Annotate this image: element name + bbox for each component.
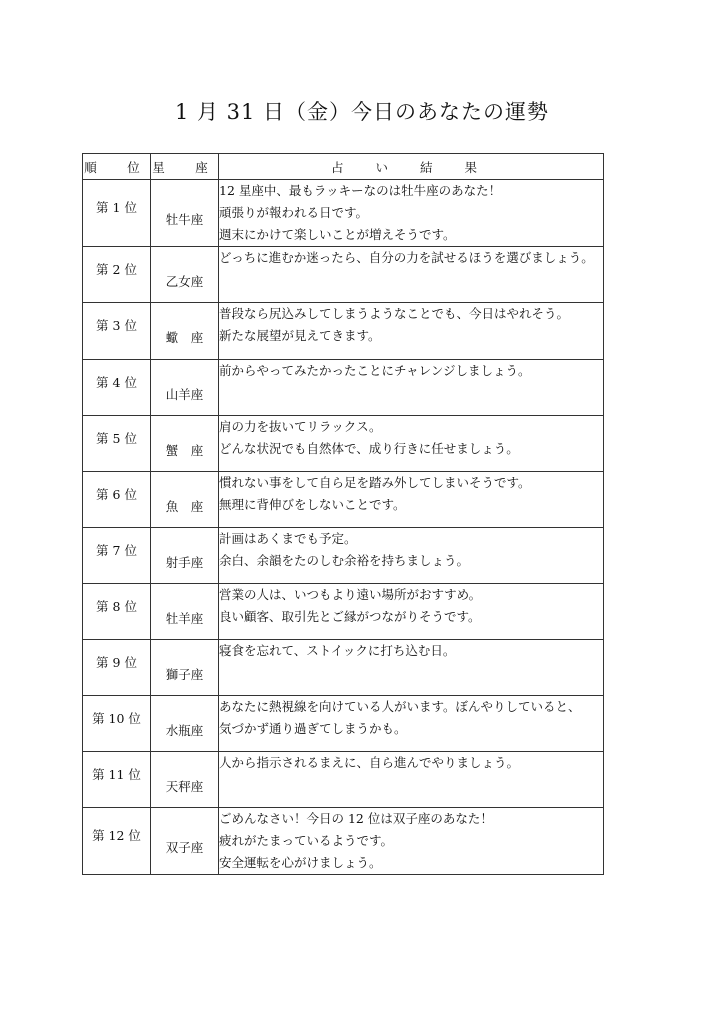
sign-cell xyxy=(151,360,219,416)
rank-cell xyxy=(83,303,151,360)
sign-label: 牡羊座 xyxy=(165,610,204,626)
rank-cell xyxy=(83,752,151,808)
page-title: 1 月 31 日（金）今日のあなたの運勢 xyxy=(174,100,550,124)
result-line: 疲れがたまっているようです。 xyxy=(219,833,394,848)
rank-cell xyxy=(83,247,151,303)
result-line: 無理に背伸びをしないことです。 xyxy=(219,497,406,512)
header-rank: 順 位 xyxy=(83,154,151,180)
table-row xyxy=(83,180,604,247)
result-cell xyxy=(219,472,604,528)
rank-label: 第 9 位 xyxy=(96,654,137,670)
sign-cell xyxy=(151,808,219,875)
rank-cell xyxy=(83,584,151,640)
sign-cell xyxy=(151,640,219,696)
result-line: 営業の人は、いつもより遠い場所がおすすめ。 xyxy=(219,587,482,602)
sign-cell xyxy=(151,528,219,584)
result-cell xyxy=(219,808,604,875)
result-line: 普段なら尻込みしてしまうようなことでも、今日はやれそう。 xyxy=(219,306,570,321)
table-row xyxy=(83,696,604,752)
rank-label: 第 12 位 xyxy=(92,828,141,843)
sign-label: 水瓶座 xyxy=(165,722,204,738)
rank-cell xyxy=(83,180,151,247)
table-row xyxy=(83,808,604,875)
header-result: 占 い 結 果 xyxy=(219,154,604,180)
sign-cell xyxy=(151,247,219,303)
result-line: 安全運転を心がけましょう。 xyxy=(219,855,382,870)
table-row xyxy=(83,752,604,808)
table-row xyxy=(83,416,604,472)
sign-cell xyxy=(151,752,219,808)
sign-label: 射手座 xyxy=(165,554,204,570)
rank-label: 第 3 位 xyxy=(96,318,137,333)
rank-cell xyxy=(83,696,151,752)
result-cell xyxy=(219,528,604,584)
result-line: 週末にかけて楽しいことが増えそうです。 xyxy=(219,227,456,242)
result-line: 気づかず通り過ぎてしまうかも。 xyxy=(219,721,407,736)
sign-label: 山羊座 xyxy=(165,386,204,402)
sign-label: 蟹 座 xyxy=(165,442,204,458)
result-line: 寝食を忘れて、ストイックに打ち込む日。 xyxy=(219,643,456,658)
rank-label: 第 7 位 xyxy=(96,542,137,558)
table-row xyxy=(83,303,604,360)
sign-label: 牡牛座 xyxy=(165,212,204,227)
result-cell xyxy=(219,247,604,303)
table-row xyxy=(83,472,604,528)
fortune-table xyxy=(82,153,604,875)
result-cell xyxy=(219,360,604,416)
rank-cell xyxy=(83,640,151,696)
result-cell xyxy=(219,416,604,472)
rank-cell xyxy=(83,472,151,528)
result-cell xyxy=(219,584,604,640)
table-row xyxy=(83,528,604,584)
result-line: 新たな展望が見えてきます。 xyxy=(219,328,381,343)
sign-cell xyxy=(151,584,219,640)
rank-label: 第 4 位 xyxy=(96,374,137,390)
rank-label: 第 2 位 xyxy=(96,261,137,277)
rank-cell xyxy=(83,808,151,875)
sign-label: 乙女座 xyxy=(165,273,204,289)
rank-label: 第 8 位 xyxy=(96,598,137,614)
result-line: ごめんなさい！今日の 12 位は双子座のあなた！ xyxy=(219,811,493,826)
rank-label: 第 6 位 xyxy=(96,486,137,502)
rank-cell xyxy=(83,360,151,416)
result-line: 前からやってみたかったことにチャレンジしましょう。 xyxy=(219,363,531,378)
rank-label: 第 10 位 xyxy=(92,710,141,726)
result-line: あなたに熱視線を向けている人がいます。ぼんやりしていると、 xyxy=(219,699,581,714)
result-line: 良い顧客、取引先とご縁がつながりそうです。 xyxy=(219,609,481,624)
sign-cell xyxy=(151,303,219,360)
sign-cell xyxy=(151,696,219,752)
table-row xyxy=(83,640,604,696)
table-row xyxy=(83,360,604,416)
result-line: 慣れない事をして自ら足を踏み外してしまいそうです。 xyxy=(219,475,531,490)
result-cell xyxy=(219,696,604,752)
sign-cell xyxy=(151,180,219,247)
result-cell xyxy=(219,752,604,808)
result-line: 余白、余韻をたのしむ余裕を持ちましょう。 xyxy=(219,553,470,568)
result-line: どっちに進むか迷ったら、自分の力を試せるほうを選びましょう。 xyxy=(219,250,594,265)
result-line: 計画はあくまでも予定。 xyxy=(219,531,357,546)
rank-cell xyxy=(83,528,151,584)
rank-cell xyxy=(83,416,151,472)
sign-label: 獅子座 xyxy=(165,666,204,682)
sign-cell xyxy=(151,472,219,528)
table-row xyxy=(83,247,604,303)
sign-label: 魚 座 xyxy=(165,498,204,514)
result-line: 頑張りが報われる日です。 xyxy=(219,205,369,220)
result-line: どんな状況でも自然体で、成り行きに任せましょう。 xyxy=(219,441,519,456)
result-cell xyxy=(219,303,604,360)
sign-label: 双子座 xyxy=(165,840,204,855)
result-cell xyxy=(219,640,604,696)
sign-cell xyxy=(151,416,219,472)
header-sign: 星 座 xyxy=(151,154,219,180)
rank-label: 第 1 位 xyxy=(96,200,137,215)
result-cell xyxy=(219,180,604,247)
sign-label: 蠍 座 xyxy=(165,330,204,345)
result-line: 肩の力を抜いてリラックス。 xyxy=(219,419,382,434)
result-line: 12 星座中、最もラッキーなのは牡牛座のあなた！ xyxy=(219,183,502,198)
result-line: 人から指示されるまえに、自ら進んでやりましょう。 xyxy=(219,755,520,770)
table-row xyxy=(83,584,604,640)
rank-label: 第 11 位 xyxy=(92,766,141,782)
sign-label: 天秤座 xyxy=(165,778,204,794)
table-header-row xyxy=(83,154,604,180)
rank-label: 第 5 位 xyxy=(96,430,137,446)
